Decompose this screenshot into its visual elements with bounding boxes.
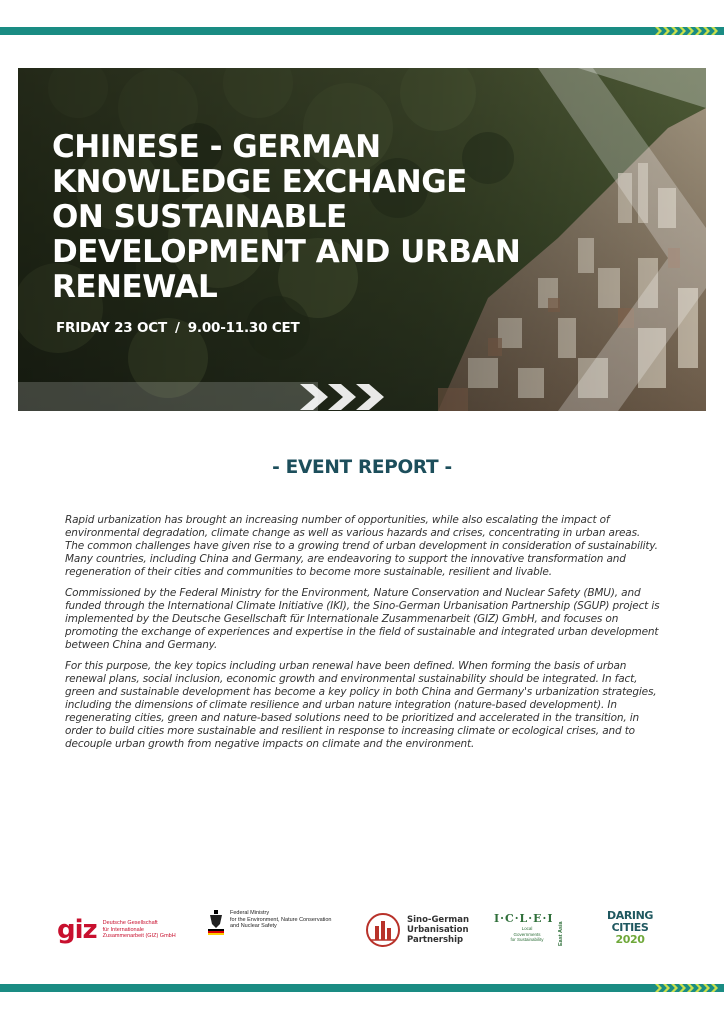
giz-wordmark: giz xyxy=(57,915,97,945)
hero-banner xyxy=(18,68,706,411)
sgup-fullname xyxy=(407,915,469,945)
bmu-text-line: for the Environment, Nature Conservation xyxy=(230,916,332,923)
sgup-text-line: Sino-German xyxy=(407,915,470,925)
top-chevron-arrows xyxy=(655,27,718,35)
iclei-wordmark: I·C·L·E·I xyxy=(494,912,554,925)
iclei-subtitle xyxy=(504,926,550,943)
bmu-fullname xyxy=(230,910,332,936)
iclei-text-line: Governments xyxy=(513,931,541,937)
event-time: 9.00-11.30 CET xyxy=(187,320,300,336)
bmu-text-line: and Nuclear Safety xyxy=(230,923,277,929)
paragraph-commission: Commissioned by the Federal Ministry for the Environment, Nature Conservation and Nuclear Safety (BMU), and funded through the International Climate Initiative (IKI), the Sino-German Urbanisation Partnership (SGUP) project is implemented by the Deutsche Gesellschaft für Internationale Zusammenarbeit (GIZ) GmbH, and focuses on promoting the exchange of experiences and expertise in the field of sustainable and integrated urban development between China and Germany. xyxy=(65,587,660,651)
sgup-text-line: Urbanisation xyxy=(407,925,469,935)
iclei-logo xyxy=(494,912,566,948)
event-date: FRIDAY 23 OCT xyxy=(56,320,167,336)
iclei-text-line: for Sustainability xyxy=(510,937,544,942)
iclei-region: East Asia xyxy=(558,921,564,946)
event-report-heading: - EVENT REPORT - xyxy=(272,457,452,478)
top-accent-bar xyxy=(0,27,724,35)
paragraph-purpose: For this purpose, the key topics including urban renewal have been defined. When forming the basis of urban renewal plans, social inclusion, economic growth and environmental sustainability should be integrated. In fact, green and sustainable development has become a key policy in both China and Germany's urbanization strategies, including the dimensions of climate resilience and urban nature integration (nature-based development). In regenerating cities, green and nature-based solutions need to be prioritized and accelerated in the transition, in order to build cities more sustainable and resilient in response to increasing climate or ecological crises, and to decouple urban growth from negative impacts on climate and the environment. xyxy=(65,660,657,750)
daring-line-1: DARING xyxy=(606,909,654,922)
hero-title: CHINESE - GERMAN KNOWLEDGE EXCHANGE ON SUSTAINABLE DEVELOPMENT AND URBAN RENEWAL xyxy=(52,129,521,305)
paragraph-intro: Rapid urbanization has brought an increasing number of opportunities, while also escalating the impact of environmental degradation, climate change as well as various hazards and crises, concentrating in urban areas. The common challenges have given rise to a growing trend of urban development in consideration of sustainability. Many countries, including China and Germany, are endeavoring to support the innovative transformation and regeneration of their cities and communities to become more sustainable, resilient and livable. xyxy=(65,514,658,578)
sgup-city-circle-icon xyxy=(365,912,401,948)
bottom-accent-bar xyxy=(0,984,724,992)
date-separator: / xyxy=(174,320,180,336)
bmu-text-line: Federal Ministry xyxy=(230,910,270,916)
bottom-chevron-arrows xyxy=(655,984,718,992)
report-body xyxy=(65,514,661,759)
sgup-logo xyxy=(365,912,469,948)
daring-line-2: CITIES xyxy=(611,921,649,934)
federal-eagle-flag-icon xyxy=(208,910,224,936)
giz-text-line: Zusammenarbeit (GIZ) GmbH xyxy=(102,933,176,940)
giz-text-line: für Internationale xyxy=(102,926,144,933)
event-date-time xyxy=(56,320,300,336)
bmu-logo xyxy=(208,910,332,936)
giz-text-line: Deutsche Gesellschaft xyxy=(102,920,158,927)
sgup-text-line: Partnership xyxy=(407,935,464,945)
giz-logo xyxy=(57,915,176,945)
iclei-text-line: Local xyxy=(521,926,533,931)
giz-fullname xyxy=(103,920,176,940)
daring-year: 2020 xyxy=(615,933,645,946)
daring-cities-logo xyxy=(600,910,660,952)
